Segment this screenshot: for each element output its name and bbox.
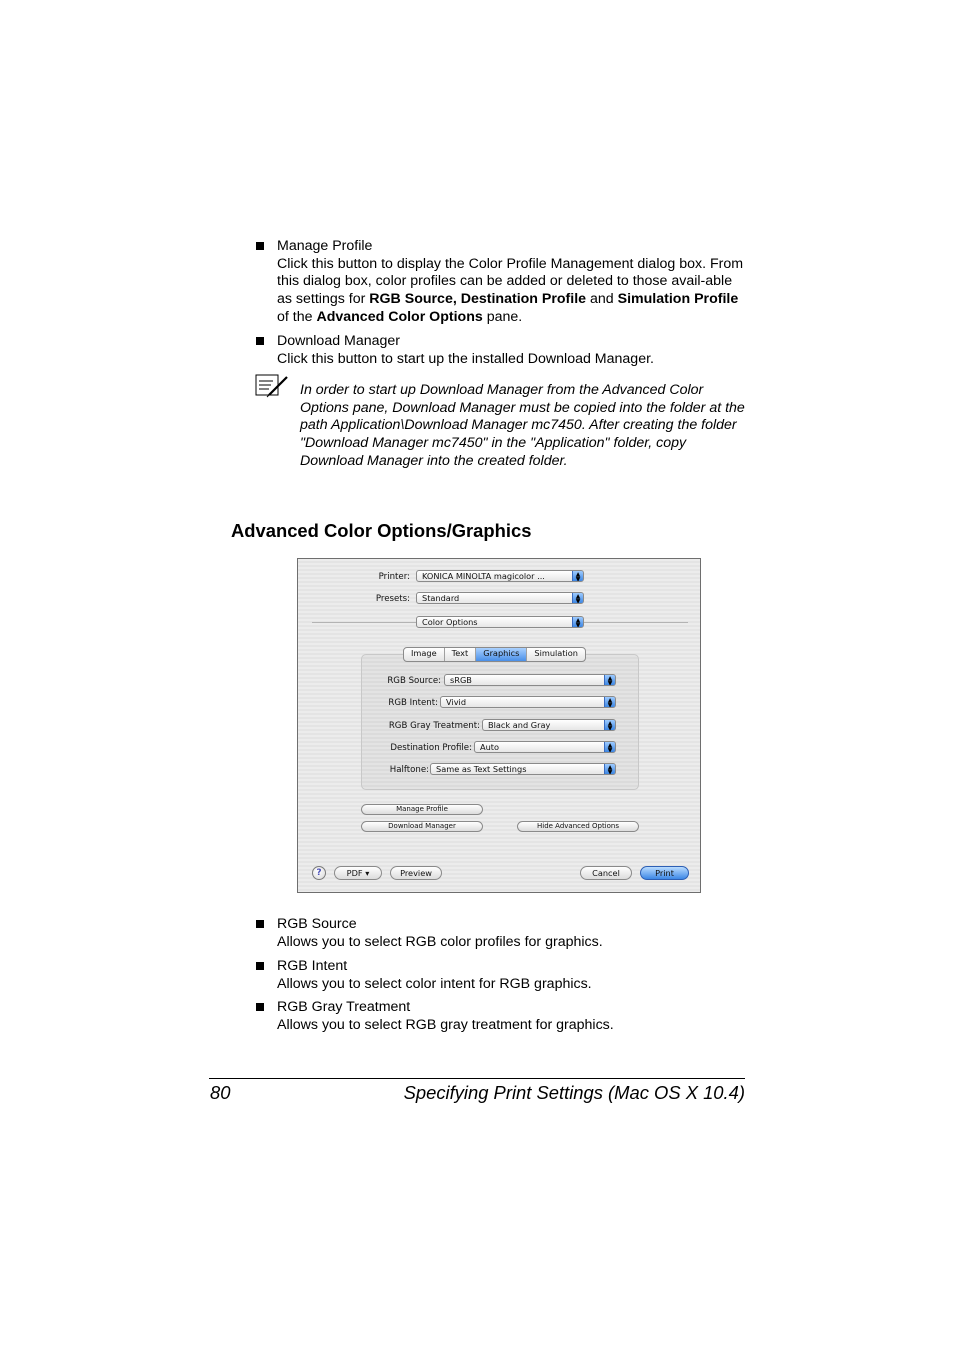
rgb-source-value: sRGB	[450, 675, 472, 685]
print-dialog	[297, 558, 701, 893]
pdf-button[interactable]: PDF ▾	[334, 866, 382, 880]
rgb-source-label: RGB Source:	[387, 676, 441, 686]
list-item-rgb-source	[277, 916, 747, 951]
tab-graphics[interactable]: Graphics	[476, 648, 527, 661]
rgb-intent-value: Vivid	[446, 697, 467, 707]
desc-text: of the	[277, 308, 317, 325]
section-heading: Advanced Color Options/Graphics	[231, 520, 532, 541]
destination-profile-value: Auto	[480, 742, 500, 752]
pane-popup[interactable]	[416, 616, 584, 628]
rgb-source-popup[interactable]	[444, 674, 616, 686]
tab-bar	[403, 647, 586, 662]
popup-arrows-icon: ▲ ▼	[604, 763, 616, 775]
printer-label: Printer:	[378, 572, 410, 582]
preview-button[interactable]: Preview	[390, 866, 442, 880]
popup-arrows-icon: ▲ ▼	[604, 696, 616, 708]
rgb-gray-treatment-label: RGB Gray Treatment:	[388, 721, 480, 731]
presets-label: Presets:	[375, 594, 410, 604]
item-title: RGB Source	[277, 916, 357, 932]
list-item-rgb-gray-treatment	[277, 999, 747, 1034]
help-button[interactable]: ?	[312, 866, 326, 880]
desc-bold: Advanced Color Options	[316, 308, 483, 325]
item-description: Allows you to select RGB gray treatment for graphics.	[277, 1016, 614, 1033]
tab-simulation[interactable]: Simulation	[534, 648, 578, 658]
list-item-download-manager	[277, 333, 747, 368]
printer-popup[interactable]	[416, 570, 584, 582]
item-title: RGB Intent	[277, 958, 348, 974]
list-item-manage-profile	[277, 238, 747, 327]
popup-arrows-icon: ▲ ▼	[572, 592, 584, 604]
destination-profile-popup[interactable]	[474, 741, 616, 753]
presets-value: Standard	[422, 593, 460, 603]
page-number: 80	[210, 1082, 231, 1103]
pane-value: Color Options	[422, 617, 478, 627]
bullet-icon	[256, 962, 264, 970]
bullet-icon	[256, 920, 264, 928]
footer-rule	[209, 1078, 745, 1079]
rgb-gray-treatment-value: Black and Gray	[488, 720, 551, 730]
bullet-icon	[256, 242, 264, 250]
printer-value: KONICA MINOLTA magicolor ...	[422, 571, 545, 581]
hide-advanced-options-button[interactable]: Hide Advanced Options	[517, 821, 639, 832]
destination-profile-label: Destination Profile:	[390, 743, 472, 753]
halftone-value: Same as Text Settings	[436, 764, 527, 774]
halftone-label: Halftone:	[389, 765, 429, 775]
popup-arrows-icon: ▲ ▼	[604, 741, 616, 753]
list-item-rgb-intent	[277, 958, 747, 993]
desc-bold: RGB Source, Destination Profile	[369, 291, 587, 308]
bullet-icon	[256, 1003, 264, 1011]
item-title: Download Manager	[277, 333, 401, 349]
tab-text[interactable]: Text	[445, 648, 477, 661]
halftone-popup[interactable]	[430, 763, 616, 775]
download-manager-button[interactable]: Download Manager	[361, 821, 483, 832]
bullet-icon	[256, 337, 264, 345]
item-description: Allows you to select color intent for RGB graphics.	[277, 975, 592, 992]
cancel-button[interactable]: Cancel	[580, 866, 632, 880]
item-description	[277, 256, 747, 327]
item-description: Allows you to select RGB color profiles for graphics.	[277, 933, 603, 950]
desc-bold: Simulation Profile	[617, 291, 739, 308]
presets-popup[interactable]	[416, 592, 584, 604]
rgb-intent-popup[interactable]	[440, 696, 616, 708]
popup-arrows-icon: ▲ ▼	[572, 616, 584, 628]
print-button[interactable]: Print	[640, 866, 689, 880]
rgb-intent-label: RGB Intent:	[388, 698, 438, 708]
item-description: Click this button to start up the installed Download Manager.	[277, 350, 654, 367]
popup-arrows-icon: ▲ ▼	[572, 570, 584, 582]
note-pencil-icon	[255, 374, 289, 398]
tab-image[interactable]: Image	[404, 648, 445, 661]
item-title: RGB Gray Treatment	[277, 999, 411, 1015]
note-text: In order to start up Download Manager from the Advanced Color Options pane, Download Manager must be copied into the folder at the path Application\Download Manager mc7450. After creating the folder "Download Manager mc7450" in the "Application" folder, copy Download Manager into the created folder.	[300, 382, 745, 469]
footer-section-title: Specifying Print Settings (Mac OS X 10.4)	[403, 1082, 745, 1103]
popup-arrows-icon: ▲ ▼	[604, 674, 616, 686]
item-title: Manage Profile	[277, 238, 373, 254]
manage-profile-button[interactable]: Manage Profile	[361, 804, 483, 815]
rgb-gray-treatment-popup[interactable]	[482, 719, 616, 731]
desc-text: and	[586, 291, 618, 308]
desc-text: pane.	[482, 308, 523, 325]
popup-arrows-icon: ▲ ▼	[604, 719, 616, 731]
desc-text: Click this button to display the Color Profile Management dialog box. From this dialog box, color profiles can be added or deleted to those avail-able as settings for	[277, 255, 744, 308]
